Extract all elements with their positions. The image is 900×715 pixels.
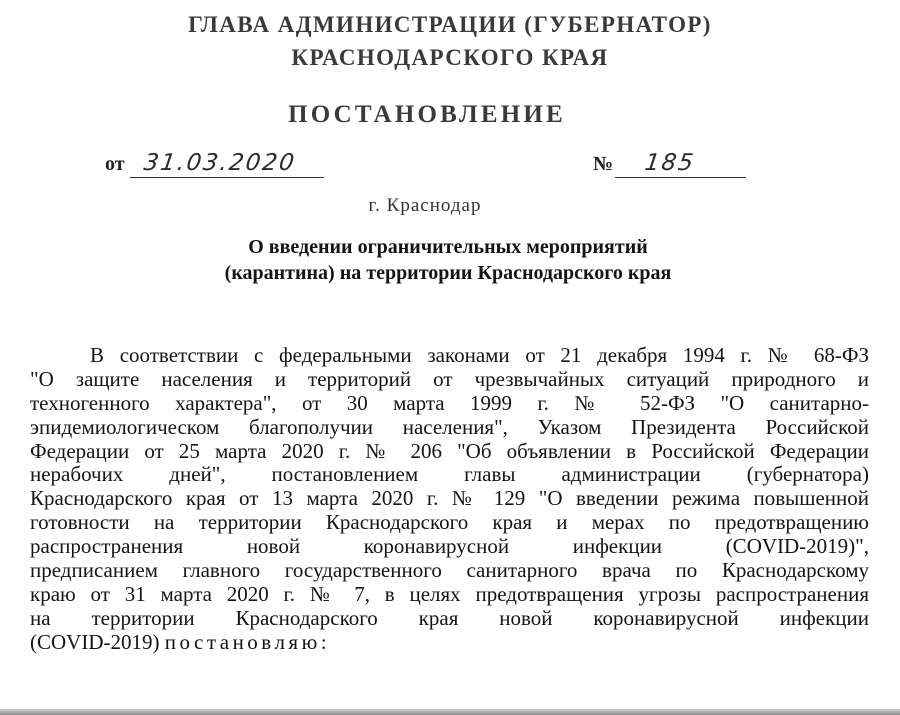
body-line-10: предписанием главного государственного санитарного врача по Краснодарскому (30, 558, 869, 583)
body-line-13 (30, 631, 869, 655)
body-line-5: Федерации от 25 марта 2020 г. № 206 "Об объявлении в Российской Федерации (30, 438, 869, 463)
body-line-8: готовности на территории Краснодарского края и мерах по предотвращению (30, 510, 869, 535)
org-title-line-1: ГЛАВА АДМИНИСТРАЦИИ (ГУБЕРНАТОР) (188, 12, 712, 37)
body-line-3: техногенного характера", от 30 марта 1999 г. № 52-ФЗ "О санитарно- (30, 390, 869, 415)
number-label: № (593, 153, 614, 175)
city-line: г. Краснодар (368, 195, 482, 216)
number-underline (615, 177, 746, 178)
body-line-11: краю от 31 марта 2020 г. № 7, в целях предотвращения угрозы распространения (30, 581, 869, 606)
subject-line-1: О введении ограничительных мероприятий (248, 236, 648, 258)
body-line-4: эпидемиологическом благополучии населения", Указом Президента Российской (30, 414, 869, 439)
date-value-handwritten: 31.03.2020 (142, 150, 298, 176)
body-line-7: Краснодарского края от 13 марта 2020 г. № 129 "О введении режима повышенной (30, 486, 869, 511)
body-line-13-start: (COVID-2019) (30, 629, 160, 654)
body-paragraph (30, 344, 869, 655)
body-line-6: нерабочих дней", постановлением главы администрации (губернатора) (30, 462, 869, 487)
body-line-12: на территории Краснодарского края новой коронавирусной инфекции (30, 605, 869, 630)
number-value-handwritten: 185 (643, 150, 697, 176)
body-line-9: распространения новой коронавирусной инфекции (COVID-2019)", (30, 534, 869, 559)
subject-line-2: (карантина) на территории Краснодарского края (224, 262, 672, 284)
body-line-13-decree: постановляю: (164, 629, 331, 654)
body-line-1: В соответствии с федеральными законами от 21 декабря 1994 г. № 68-ФЗ (90, 343, 869, 367)
document-type-title: ПОСТАНОВЛЕНИЕ (288, 101, 566, 128)
body-line-2: "О защите населения и территорий от чрезвычайных ситуаций природного и (30, 366, 869, 391)
org-title-line-2: КРАСНОДАРСКОГО КРАЯ (291, 45, 609, 70)
date-label: от (105, 153, 125, 175)
scan-bottom-edge (0, 709, 900, 715)
date-underline (130, 177, 324, 178)
